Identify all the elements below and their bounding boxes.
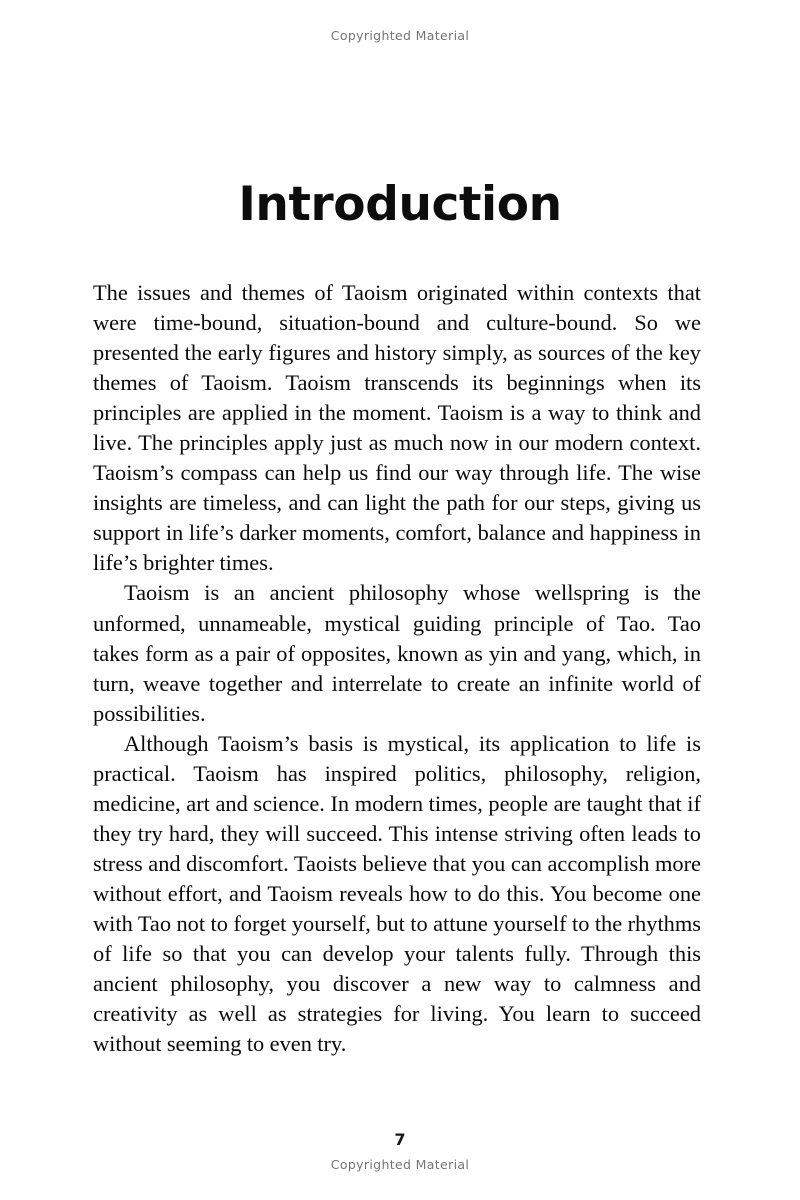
- body-paragraph: Although Taoism’s basis is mystical, its application to life is practical. Taoism has inspired politics, philosophy, religion, medicine, art and science. In modern times, people are taught that if they try hard, they will succeed. This intense striving often leads to stress and discomfort. Taoists believe that you can accomplish more without effort, and Taoism reveals how to do this. You become one with Tao not to forget yourself, but to attune yourself to the rhythms of life so that you can develop your talents fully. Through this ancient philosophy, you discover a new way to calmness and creativity as well as strategies for living. You learn to succeed without seeming to even try.: [93, 730, 701, 1057]
- body-text-column: [93, 278, 701, 1059]
- page-title: Introduction: [238, 177, 562, 233]
- footer-watermark: Copyrighted Material: [330, 1157, 470, 1172]
- body-paragraph: The issues and themes of Taoism originated within contexts that were time-bound, situation-bound and culture-bound. So we presented the early figures and history simply, as sources of the key themes of Taoism. Taoism transcends its beginnings when its principles are applied in the moment. Taoism is a way to think and live. The principles apply just as much now in our modern context. Taoism’s compass can help us find our way through life. The wise insights are timeless, and can light the path for our steps, giving us support in life’s darker moments, comfort, balance and happiness in life’s brighter times.: [93, 280, 701, 576]
- body-paragraph: Taoism is an ancient philosophy whose wellspring is the unformed, unnameable, mystical guiding principle of Tao. Tao takes form as a pair of opposites, known as yin and yang, which, in turn, weave together and interrelate to create an infinite world of possibilities.: [93, 580, 701, 726]
- page-number: 7: [394, 1130, 406, 1149]
- header-watermark: Copyrighted Material: [330, 28, 470, 43]
